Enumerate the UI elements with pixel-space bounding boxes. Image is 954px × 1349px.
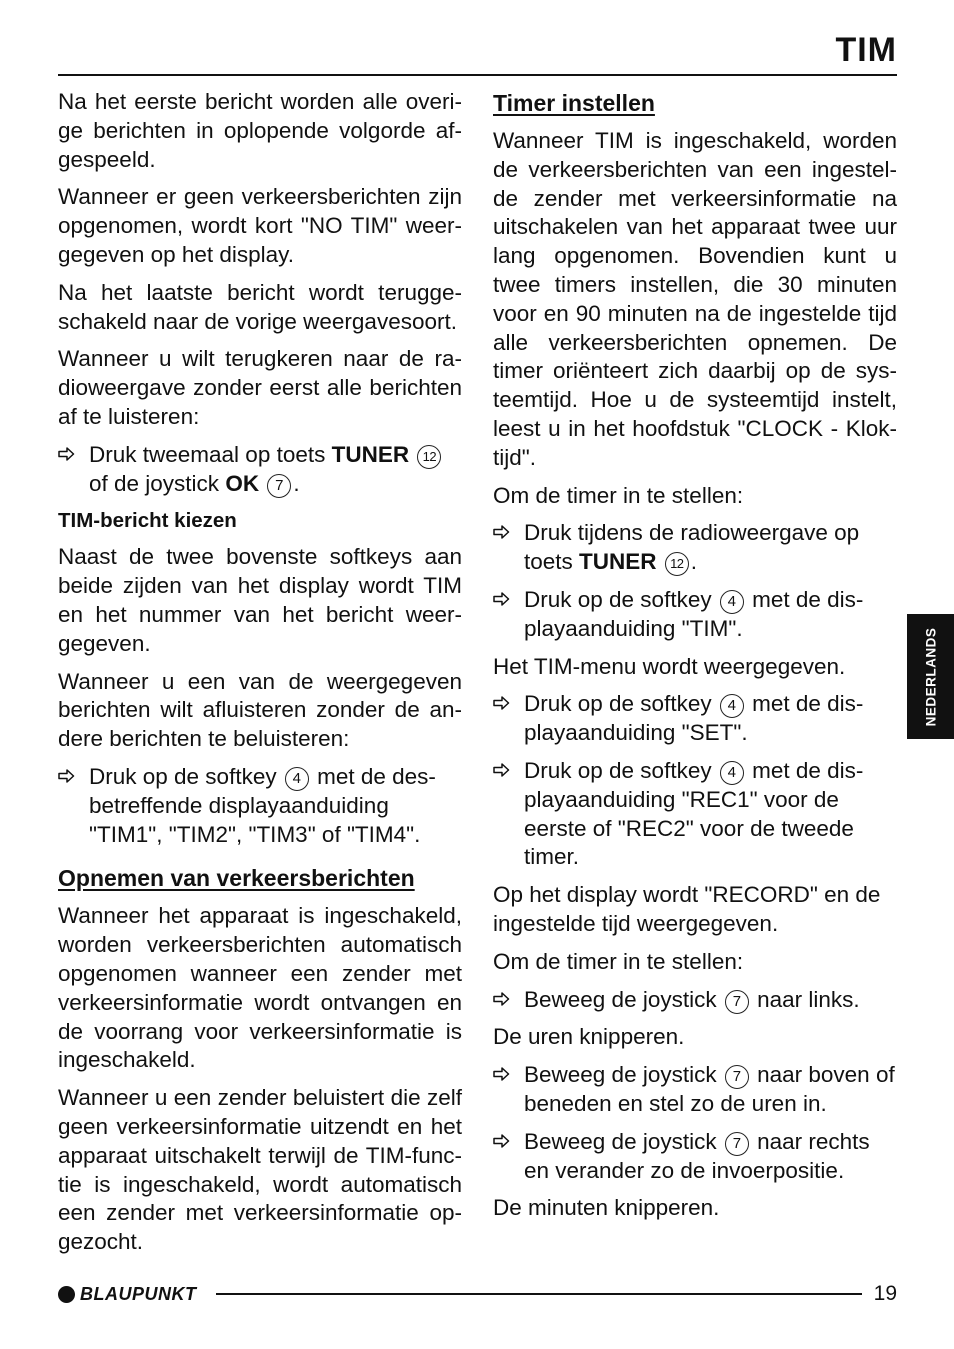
instruction-step: [493, 1061, 897, 1119]
right-column: [493, 88, 897, 1232]
paragraph: Om de timer in te stellen:: [493, 948, 744, 974]
step-text: naar links.: [750, 986, 860, 1012]
step-text: Druk tweemaal op toets: [89, 441, 332, 467]
key-number-badge: 4: [720, 590, 744, 614]
paragraph: Wanneer u wilt terugkeren naar de radioweergave zonder eerst alle berichten af te luisteren:: [58, 346, 462, 429]
key-number-badge: 7: [725, 990, 749, 1014]
instruction-step: [493, 586, 897, 644]
paragraph: Wanneer er geen verkeersberichten zijn opgenomen, wordt kort "NO TIM" weergegeven op het display.: [58, 184, 462, 267]
paragraph: Wanneer TIM is ingeschakeld, worden de verkeersberichten van een ingestelde zender met verkeersinformatie na uitschakelen van het apparaat twee uur lang opgenomen. Bovendien kunt u twee timers instellen, die 30 minuten voor en 90 minuten na de ingestelde tijd alle verkeersberichten opnemen. De timer oriënteert zich daarbij op de systeemtijd. Hoe u de systeemtijd instelt, leest u in het hoofdstuk "CLOCK - Kloktijd".: [493, 128, 897, 470]
step-text: naar rechts en verander zo de invoerpositie.: [524, 1128, 870, 1183]
page-number: 19: [873, 1282, 897, 1305]
key-name: TUNER: [579, 549, 657, 575]
paragraph: De minuten knipperen.: [493, 1195, 720, 1221]
step-text: Beweeg de joystick: [524, 1062, 723, 1088]
step-text: naar boven of beneden en stel zo de uren in.: [524, 1062, 895, 1116]
paragraph: Na het laatste bericht wordt teruggeschakeld naar de vorige weergavesoort.: [58, 279, 462, 334]
key-name: OK: [225, 470, 260, 496]
instruction-step: [493, 986, 897, 1015]
header-divider: [58, 74, 897, 76]
instruction-step: [493, 690, 897, 748]
key-number-badge: 7: [725, 1065, 749, 1089]
step-text: of de joystick: [89, 470, 226, 496]
instruction-step: [58, 763, 462, 849]
instruction-step: [58, 441, 462, 499]
paragraph: Naast de twee bovenste softkeys aan beide zijden van het display wordt TIM en het nummer van het bericht weergegeven.: [58, 544, 462, 656]
left-column: [58, 88, 462, 1266]
key-number-badge: 7: [267, 474, 291, 498]
step-text: Beweeg de joystick: [524, 1128, 723, 1154]
paragraph: Het TIM-menu wordt weergegeven.: [493, 653, 846, 679]
section-heading: Timer instellen: [493, 90, 655, 116]
instruction-step: [493, 757, 897, 872]
step-text: Druk op de softkey: [89, 763, 283, 789]
paragraph: Na het eerste bericht worden alle overige berichten in oplopende volgorde afgespeeld.: [58, 89, 462, 172]
step-text: met de displayaanduiding "SET".: [524, 691, 864, 746]
arrow-icon: [493, 525, 510, 539]
key-number-badge: 12: [417, 445, 441, 469]
paragraph: Wanneer u een zender beluistert die zelf geen verkeersinformatie uitzendt en het apparaat uitschakelt terwijl de TIM-functie is ingeschakeld, wordt automatisch een zender met verkeersinformatie opgezocht.: [58, 1085, 462, 1255]
paragraph: Wanneer het apparaat is ingeschakeld, worden verkeersberichten automatisch opgenomen wanneer een zender met verkeersinformatie wordt ontvangen en de voorrang voor verkeersinformatie is ingeschakeld.: [58, 903, 462, 1073]
instruction-step: [493, 519, 897, 577]
arrow-icon: [493, 992, 510, 1006]
instruction-step: [493, 1128, 897, 1186]
arrow-icon: [58, 769, 75, 783]
arrow-icon: [493, 592, 510, 606]
key-number-badge: 12: [665, 552, 689, 576]
step-text: met de displayaanduiding "TIM".: [524, 586, 864, 641]
key-number-badge: 4: [720, 694, 744, 718]
key-number-badge: 7: [725, 1132, 749, 1156]
arrow-icon: [493, 1134, 510, 1148]
language-tab: [907, 614, 954, 739]
logo-dot-icon: [58, 1286, 75, 1303]
step-text: met de displayaanduiding "REC1" voor de eerste of "REC2" voor de tweede timer.: [524, 757, 864, 870]
step-text: .: [690, 549, 698, 575]
step-text: Beweeg de joystick: [524, 986, 723, 1012]
arrow-icon: [58, 447, 75, 461]
arrow-icon: [493, 763, 510, 777]
key-number-badge: 4: [285, 767, 309, 791]
brand-logo: [58, 1283, 197, 1305]
paragraph: Wanneer u een van de weergegeven berichten wilt afluisteren zonder de andere berichten te beluisteren:: [58, 668, 462, 752]
step-text: .: [293, 470, 300, 496]
brand-name: BLAUPUNKT: [80, 1283, 197, 1304]
paragraph: Om de timer in te stellen:: [493, 482, 744, 508]
section-heading: Opnemen van verkeersberichten: [58, 865, 415, 892]
key-name: TUNER: [331, 441, 410, 467]
step-text: Druk op de softkey: [524, 757, 718, 783]
arrow-icon: [493, 1067, 510, 1081]
footer-divider: [216, 1293, 862, 1295]
paragraph: Op het display wordt "RECORD" en de ingestelde tijd weergegeven.: [493, 882, 881, 936]
page-title: TIM: [835, 31, 897, 69]
step-text: Druk op de softkey: [524, 586, 718, 612]
section-subheading: TIM-bericht kiezen: [58, 509, 237, 533]
step-text: Druk tijdens de radioweergave op toets: [524, 520, 860, 575]
paragraph: De uren knipperen.: [493, 1024, 685, 1050]
language-tab-label: NEDERLANDS: [923, 627, 938, 726]
step-text: Druk op de softkey: [524, 691, 718, 717]
key-number-badge: 4: [720, 761, 744, 785]
step-text: met de desbetreffende displayaanduiding "TIM1", "TIM2", "TIM3" of "TIM4".: [89, 763, 436, 847]
arrow-icon: [493, 696, 510, 710]
